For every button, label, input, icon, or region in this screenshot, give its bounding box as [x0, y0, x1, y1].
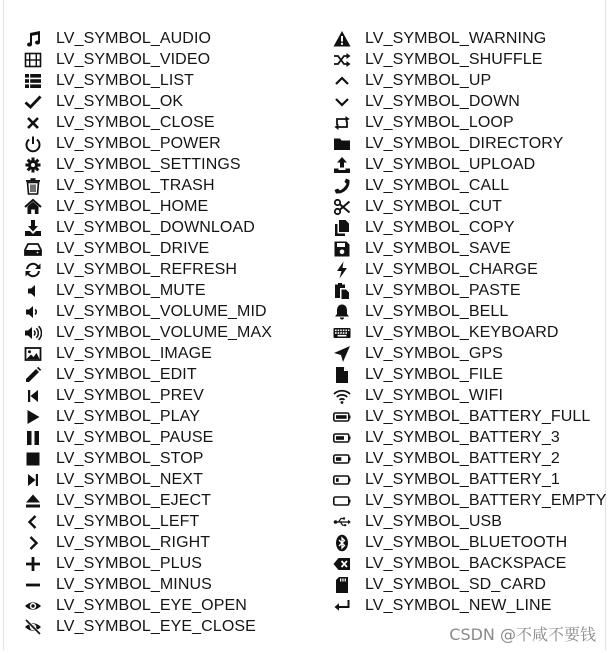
usb-icon	[333, 513, 351, 531]
symbol-label: LV_SYMBOL_GPS	[365, 345, 503, 362]
gps-arrow-icon	[333, 345, 351, 363]
gear-icon	[24, 156, 42, 174]
symbol-label: LV_SYMBOL_TRASH	[56, 177, 215, 194]
symbol-label: LV_SYMBOL_DRIVE	[56, 240, 210, 257]
symbol-label: LV_SYMBOL_BATTERY_1	[365, 471, 560, 488]
symbol-label: LV_SYMBOL_IMAGE	[56, 345, 212, 362]
symbol-label: LV_SYMBOL_SD_CARD	[365, 576, 547, 593]
symbol-label: LV_SYMBOL_POWER	[56, 135, 221, 152]
backspace-icon	[333, 555, 351, 573]
watermark: CSDN @不咸不要钱	[449, 625, 596, 644]
eye-open-icon	[24, 597, 42, 615]
symbol-label: LV_SYMBOL_DOWNLOAD	[56, 219, 255, 236]
file-icon	[333, 366, 351, 384]
symbol-label: LV_SYMBOL_MINUS	[56, 576, 212, 593]
symbol-label: LV_SYMBOL_EJECT	[56, 492, 212, 509]
speaker-max-icon	[24, 324, 42, 342]
symbol-label: LV_SYMBOL_BATTERY_FULL	[365, 408, 591, 425]
symbol-label: LV_SYMBOL_BATTERY_3	[365, 429, 560, 446]
pause-icon	[24, 429, 42, 447]
symbol-label: LV_SYMBOL_STOP	[56, 450, 204, 467]
symbol-label: LV_SYMBOL_EYE_OPEN	[56, 597, 247, 614]
play-icon	[24, 408, 42, 426]
symbol-label: LV_SYMBOL_WARNING	[365, 30, 547, 47]
sd-card-icon	[333, 576, 351, 594]
symbol-label: LV_SYMBOL_COPY	[365, 219, 515, 236]
lightning-bolt-icon	[333, 261, 351, 279]
checkmark-icon	[24, 93, 42, 111]
symbol-label: LV_SYMBOL_BACKSPACE	[365, 555, 567, 572]
chevron-up-icon	[333, 72, 351, 90]
symbol-label: LV_SYMBOL_CUT	[365, 198, 503, 215]
symbol-label: LV_SYMBOL_VOLUME_MAX	[56, 324, 273, 341]
chevron-down-icon	[333, 93, 351, 111]
battery-1-icon	[333, 471, 351, 489]
battery-2-icon	[333, 450, 351, 468]
symbol-label: LV_SYMBOL_CHARGE	[365, 261, 538, 278]
symbol-label: LV_SYMBOL_REFRESH	[56, 261, 238, 278]
symbol-label: LV_SYMBOL_AUDIO	[56, 30, 212, 47]
copy-icon	[333, 219, 351, 237]
music-note-icon	[24, 30, 42, 48]
phone-icon	[333, 177, 351, 195]
symbol-label: LV_SYMBOL_BATTERY_EMPTY	[365, 492, 607, 509]
film-icon	[24, 51, 42, 69]
symbol-label: LV_SYMBOL_BELL	[365, 303, 509, 320]
battery-full-icon	[333, 408, 351, 426]
symbol-label: LV_SYMBOL_DIRECTORY	[365, 135, 564, 152]
symbol-label: LV_SYMBOL_PLAY	[56, 408, 200, 425]
symbol-label: LV_SYMBOL_SHUFFLE	[365, 51, 543, 68]
minus-icon	[24, 576, 42, 594]
wifi-icon	[333, 387, 351, 405]
symbol-label: LV_SYMBOL_CALL	[365, 177, 510, 194]
symbol-label: LV_SYMBOL_LOOP	[365, 114, 514, 131]
trash-icon	[24, 177, 42, 195]
symbol-label: LV_SYMBOL_VIDEO	[56, 51, 211, 68]
power-icon	[24, 135, 42, 153]
chevron-right-icon	[24, 534, 42, 552]
floppy-disk-icon	[333, 240, 351, 258]
battery-3-icon	[333, 429, 351, 447]
loop-icon	[333, 114, 351, 132]
speaker-mute-icon	[24, 282, 42, 300]
symbol-label: LV_SYMBOL_FILE	[365, 366, 504, 383]
symbol-label: LV_SYMBOL_SETTINGS	[56, 156, 241, 173]
symbol-label: LV_SYMBOL_BATTERY_2	[365, 450, 560, 467]
refresh-icon	[24, 261, 42, 279]
folder-icon	[333, 135, 351, 153]
eject-icon	[24, 492, 42, 510]
symbol-label: LV_SYMBOL_HOME	[56, 198, 209, 215]
home-icon	[24, 198, 42, 216]
paste-icon	[333, 282, 351, 300]
symbol-label: LV_SYMBOL_CLOSE	[56, 114, 215, 131]
symbol-label: LV_SYMBOL_DOWN	[365, 93, 520, 110]
symbol-label: LV_SYMBOL_WIFI	[365, 387, 504, 404]
battery-empty-icon	[333, 492, 351, 510]
symbol-label: LV_SYMBOL_LEFT	[56, 513, 200, 530]
symbol-label: LV_SYMBOL_USB	[365, 513, 503, 530]
list-icon	[24, 72, 42, 90]
skip-next-icon	[24, 471, 42, 489]
chevron-left-icon	[24, 513, 42, 531]
speaker-mid-icon	[24, 303, 42, 321]
symbol-label: LV_SYMBOL_LIST	[56, 72, 195, 89]
new-line-icon	[333, 597, 351, 615]
symbol-label: LV_SYMBOL_NEW_LINE	[365, 597, 552, 614]
keyboard-icon	[333, 324, 351, 342]
symbol-label: LV_SYMBOL_UP	[365, 72, 492, 89]
plus-icon	[24, 555, 42, 573]
scissors-icon	[333, 198, 351, 216]
bluetooth-icon	[333, 534, 351, 552]
symbol-label: LV_SYMBOL_SAVE	[365, 240, 511, 257]
symbol-label: LV_SYMBOL_EYE_CLOSE	[56, 618, 256, 635]
close-icon	[24, 114, 42, 132]
pencil-icon	[24, 366, 42, 384]
download-icon	[24, 219, 42, 237]
symbol-label: LV_SYMBOL_KEYBOARD	[365, 324, 559, 341]
drive-icon	[24, 240, 42, 258]
warning-icon	[333, 30, 351, 48]
symbol-label: LV_SYMBOL_NEXT	[56, 471, 203, 488]
symbol-label: LV_SYMBOL_PLUS	[56, 555, 203, 572]
symbol-label: LV_SYMBOL_PREV	[56, 387, 204, 404]
upload-icon	[333, 156, 351, 174]
image-icon	[24, 345, 42, 363]
skip-previous-icon	[24, 387, 42, 405]
symbol-label: LV_SYMBOL_MUTE	[56, 282, 206, 299]
shuffle-icon	[333, 51, 351, 69]
eye-closed-icon	[24, 618, 42, 636]
stop-icon	[24, 450, 42, 468]
bell-icon	[333, 303, 351, 321]
symbol-label: LV_SYMBOL_UPLOAD	[365, 156, 536, 173]
symbol-label: LV_SYMBOL_VOLUME_MID	[56, 303, 267, 320]
symbol-label: LV_SYMBOL_PASTE	[365, 282, 521, 299]
symbol-label: LV_SYMBOL_BLUETOOTH	[365, 534, 568, 551]
symbol-label: LV_SYMBOL_OK	[56, 93, 184, 110]
symbol-label: LV_SYMBOL_EDIT	[56, 366, 197, 383]
symbol-label: LV_SYMBOL_PAUSE	[56, 429, 214, 446]
symbol-label: LV_SYMBOL_RIGHT	[56, 534, 211, 551]
